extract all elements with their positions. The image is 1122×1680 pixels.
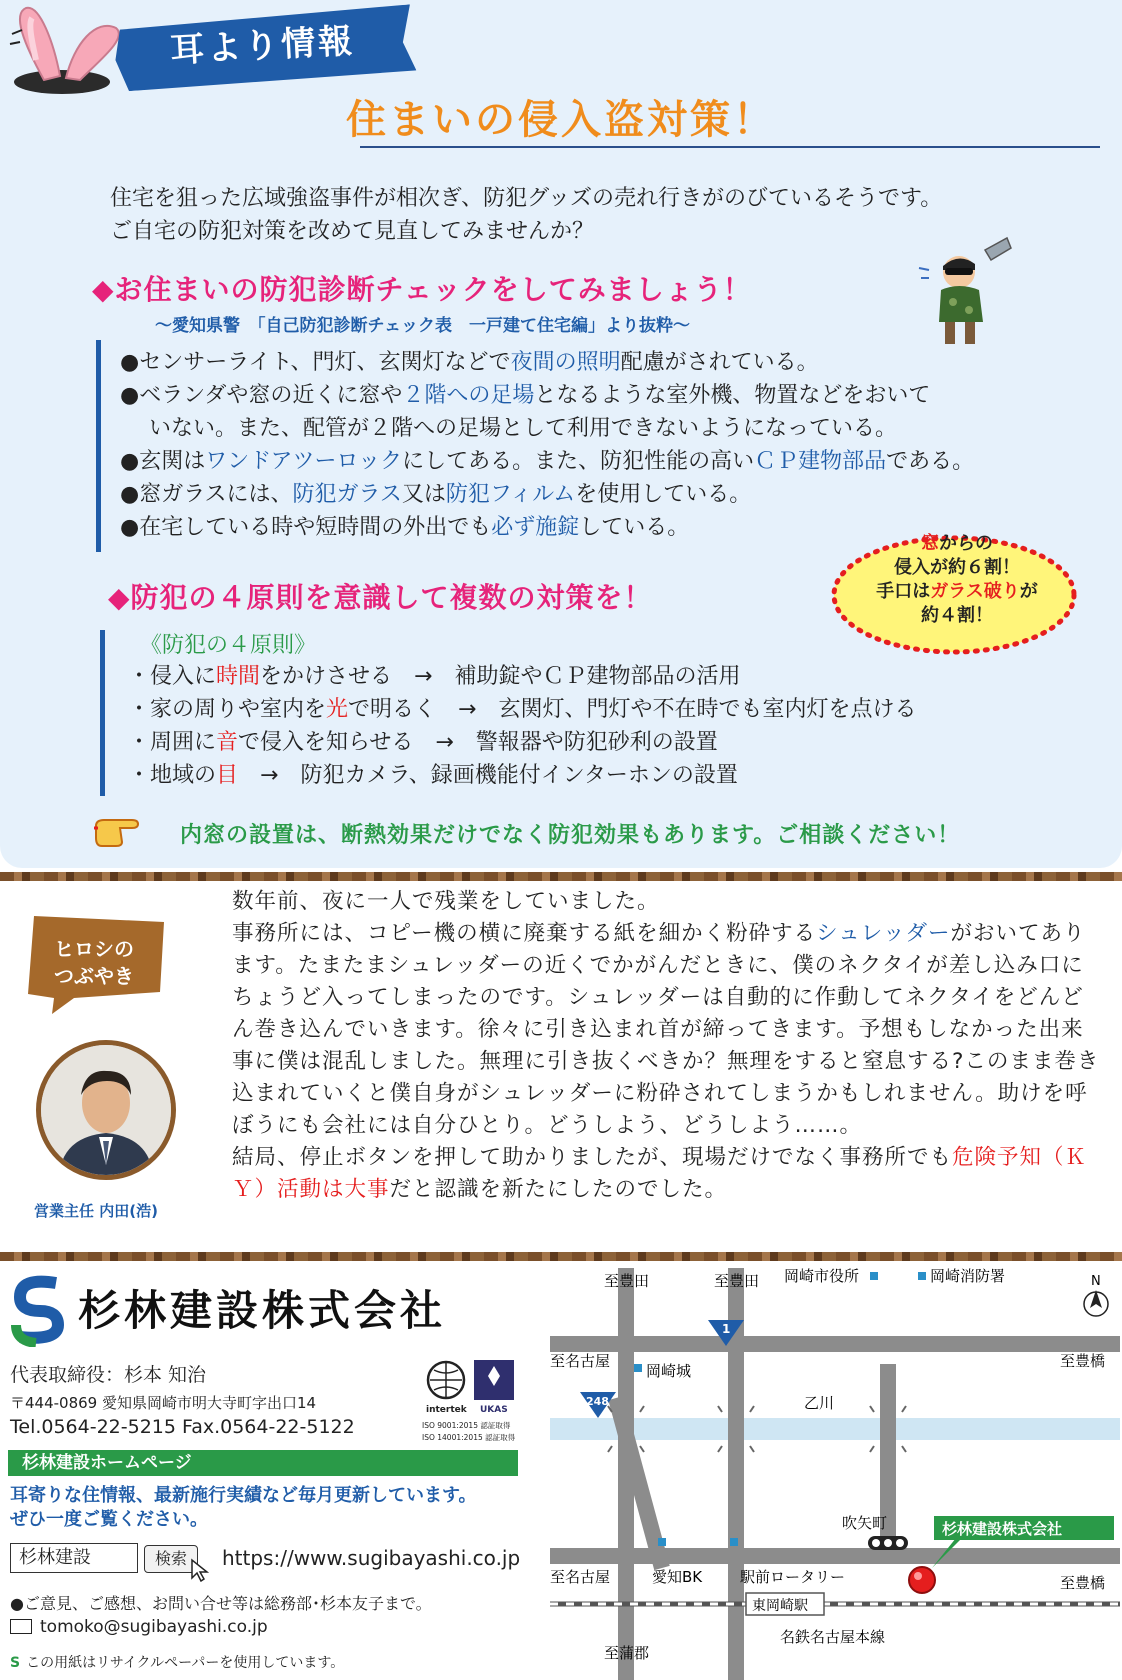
- title-divider: [360, 146, 1100, 148]
- list-item: ●在宅している時や短時間の外出でも必ず施錠している。: [120, 515, 690, 540]
- label-city-hall: 岡崎市役所: [784, 1268, 860, 1285]
- phone-fax: Tel.0564-22-5215 Fax.0564-22-5122: [10, 1416, 355, 1438]
- list-item: ・侵入に時間をかけさせる → 補助錠やＣＰ建物部品の活用: [128, 664, 741, 689]
- intro-line: 住宅を狙った広域強盗事件が相次ぎ、防犯グッズの売れ行きがのびているそうです。: [110, 186, 943, 211]
- label-north: N: [1091, 1274, 1101, 1289]
- banner-label: 耳より情報: [169, 21, 357, 71]
- cert-iso9001: ISO 9001:2015 認証取得: [422, 1421, 511, 1430]
- river: [550, 1418, 1120, 1440]
- label-toyota-1: 至豊田: [604, 1272, 650, 1290]
- story-paragraph: 結局、停止ボタンを押して助かりましたが、現場だけでなく事務所でも危険予知（ＫＹ）活動は大事だと認識を新たにしたのでした。: [232, 1145, 1088, 1202]
- cert-intertek: intertek: [426, 1405, 467, 1415]
- recycle-note: S この用紙はリサイクルペーパーを使用しています。: [10, 1655, 345, 1671]
- label-toyokawa-1: 至豊橋: [1060, 1352, 1106, 1370]
- tip-text: 内窓の設置は、断熱効果だけでなく防犯効果もあります。ご相談ください！: [180, 823, 961, 848]
- landmark-marker: [730, 1538, 738, 1546]
- landmark-marker: [918, 1272, 926, 1280]
- principles-list: [128, 660, 916, 792]
- cursor-icon: [190, 1558, 210, 1582]
- intro-text: [110, 182, 942, 248]
- source-note: ～愛知県警 「自己防犯診断チェック表 一戸建て住宅編」より抜粋～: [155, 316, 690, 336]
- author-caption: 営業主任 内田(浩): [34, 1202, 158, 1220]
- wood-divider: [0, 1252, 1122, 1261]
- address: 〒444-0869 愛知県岡崎市明大寺町字出口14: [10, 1394, 317, 1412]
- search-button[interactable]: 検索: [144, 1545, 198, 1573]
- company-pin: [909, 1567, 935, 1593]
- landmark-marker: [658, 1538, 666, 1546]
- section-heading-principles: ◆防犯の４原則を意識して複数の対策を！: [108, 581, 653, 614]
- section-heading-check: ◆お住まいの防犯診断チェックをしてみましょう！: [92, 273, 752, 306]
- cert-iso14001: ISO 14001:2015 認証取得: [422, 1433, 516, 1442]
- label-route-1: 1: [722, 1322, 731, 1336]
- list-item: ●センサーライト、門灯、玄関灯などで夜間の照明配慮がされている。: [120, 350, 819, 375]
- callout-text: 窓からの 侵入が約６割！ 手口はガラス破りが 約４割！: [876, 533, 1038, 626]
- label-river: 乙川: [804, 1394, 835, 1412]
- list-item: ●玄関はワンドアツーロックにしてある。また、防犯性能の高いＣＰ建物部品である。: [120, 449, 975, 474]
- traffic-signal: [868, 1536, 908, 1550]
- landmark-marker: [634, 1364, 642, 1372]
- label-nagoya-2: 至名古屋: [550, 1568, 611, 1586]
- column-story: [232, 886, 1100, 1206]
- label-toyokawa-2: 至豊橋: [1060, 1574, 1106, 1592]
- label-fukiya: 吹矢町: [842, 1514, 888, 1532]
- recycle-icon: S: [10, 1655, 21, 1671]
- story-paragraph: 事務所には、コピー機の横に廃棄する紙を細かく粉砕するシュレッダーがおいてあります。たまたまシュレッダーの近くでかがんだときに、僕のネクタイが差し込み口にちょうど入ってしまったのです。シュレッダーは自動的に作動してネクタイをどんどん巻き込んでいきます。徐々に引き込まれ首が締ってきます。予想もしなかった出来事に僕は混乱しました。無理に引き抜くべきか？無理をすると窒息する?このまま巻き込まれていくと僕自身がシュレッダーに粉砕されてしまうかもしれません。助けを呼ぼうにも会社には自分ひとり。どうしよう、どうしよう……。: [232, 921, 1100, 1138]
- column-badge: ヒロシの つぶやき: [54, 937, 134, 988]
- website-url[interactable]: https://www.sugibayashi.co.jp: [222, 1546, 521, 1570]
- intro-line: ご自宅の防犯対策を改めて見直してみませんか？: [110, 219, 595, 244]
- label-aichi-bk: 愛知BK: [652, 1568, 703, 1586]
- representative: 代表取締役：杉本 知治: [10, 1364, 207, 1386]
- email-line: [10, 1617, 268, 1637]
- label-rotary: 駅前ロータリー: [740, 1568, 846, 1586]
- label-toyota-2: 至豊田: [714, 1272, 760, 1290]
- homepage-bar: 杉林建設ホームページ: [8, 1450, 518, 1476]
- principles-title: 《防犯の４原則》: [140, 633, 317, 658]
- label-fire-station: 岡崎消防署: [930, 1268, 1006, 1285]
- label-gamagori: 至蒲郡: [604, 1644, 650, 1662]
- email-address[interactable]: tomoko@sugibayashi.co.jp: [40, 1617, 268, 1637]
- pointing-hand-icon: [92, 812, 144, 848]
- section-bar: [96, 340, 101, 552]
- list-item: ●窓ガラスには、防犯ガラス又は防犯フィルムを使用している。: [120, 482, 752, 507]
- label-station: 東岡崎駅: [752, 1598, 808, 1614]
- mail-icon: [10, 1619, 32, 1634]
- burglar-illustration: [915, 230, 1015, 350]
- label-railway-line: 名鉄名古屋本線: [780, 1628, 886, 1646]
- company-name: 杉林建設株式会社: [78, 1286, 447, 1335]
- section-bar: [100, 630, 105, 796]
- label-company: 杉林建設株式会社: [942, 1520, 1063, 1538]
- label-castle: 岡崎城: [646, 1362, 692, 1380]
- list-item: ・家の周りや室内を光で明るく → 玄関灯、門灯や不在時でも室内灯を点ける: [128, 697, 917, 722]
- cert-ukas: UKAS: [480, 1405, 508, 1415]
- search-input[interactable]: 杉林建設: [10, 1543, 138, 1573]
- list-item: ・周囲に音で侵入を知らせる → 警報器や防犯砂利の設置: [128, 730, 718, 755]
- check-list: [120, 346, 974, 544]
- homepage-note: 耳寄りな住情報、最新施行実績など毎月更新しています。 ぜひ一度ご覧ください。: [10, 1485, 477, 1530]
- access-map: [550, 1268, 1120, 1680]
- list-item: ・地域の目 → 防犯カメラ、録画機能付インターホンの設置: [128, 763, 738, 788]
- list-item: ●ベランダや窓の近くに窓や２階への足場となるような室外機、物置などをおいて: [120, 383, 931, 408]
- author-photo: [36, 1040, 176, 1180]
- list-item: いない。また、配管が２階への足場として利用できないようになっている。: [149, 416, 898, 441]
- wood-divider: [0, 872, 1122, 881]
- label-route-248: 248: [586, 1395, 609, 1408]
- page-title: 住まいの侵入盗対策！: [346, 97, 776, 143]
- label-nagoya-1: 至名古屋: [550, 1352, 611, 1370]
- story-paragraph: 数年前、夜に一人で残業をしていました。: [232, 889, 660, 914]
- landmark-marker: [870, 1272, 878, 1280]
- iso-certification-badge: [420, 1352, 520, 1446]
- contact-note: ●ご意見、ご感想、お問い合せ等は総務部･杉本友子まで。: [10, 1594, 432, 1613]
- company-logo-icon: [10, 1275, 68, 1347]
